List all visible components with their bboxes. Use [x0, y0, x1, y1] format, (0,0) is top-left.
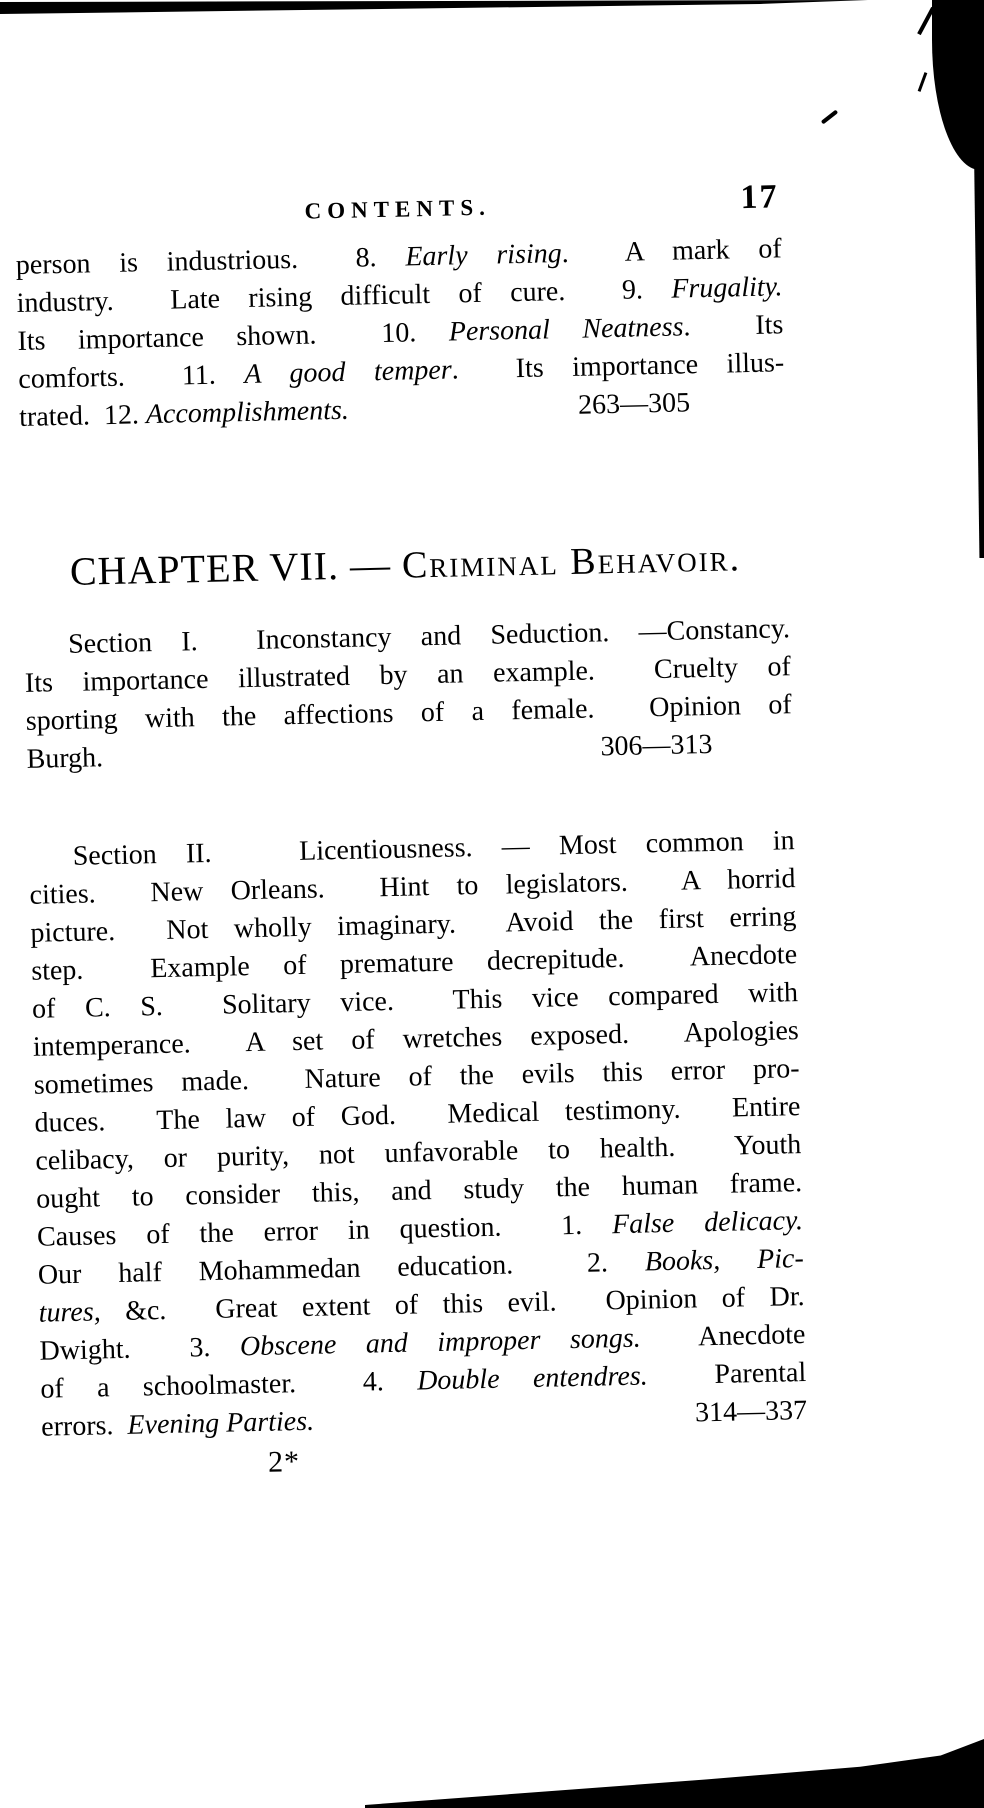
text-line: Our half Mohammedan education. 2. Books, Pic-	[37, 1243, 805, 1291]
text-line: sporting with the affections of a female. Opinion of	[25, 689, 792, 737]
page-range: 314—337	[694, 1394, 808, 1429]
chapter-dash: —	[349, 541, 392, 588]
page-header	[15, 178, 782, 239]
scan-streak	[918, 72, 928, 92]
text-line: tures, &c. Great extent of this evil. Opinion of Dr.	[38, 1281, 805, 1329]
text-line: of a schoolmaster. 4. Double entendres. Parental	[40, 1357, 807, 1405]
scan-edge-top	[0, 0, 868, 14]
text-line: Its importance illustrated by an example. Cruelty of	[24, 651, 792, 699]
text-line: Section II. Licentiousness. — Most common in	[72, 825, 795, 872]
text-line: sometimes made. Nature of the evils this error pro-	[33, 1053, 800, 1101]
text-line: person is industrious. 8. Early rising. A mark of	[15, 233, 783, 281]
toc-section-1	[24, 610, 793, 779]
text-line: intemperance. A set of wretches exposed. Apologies	[32, 1015, 800, 1063]
text-line: picture. Not wholly imaginary. Avoid the first erring	[30, 901, 797, 949]
signature-mark: 2*	[267, 1445, 301, 1479]
pen-mark	[821, 110, 838, 125]
chapter-title: Criminal Behavoir.	[401, 537, 742, 587]
page-text-block	[14, 163, 808, 1484]
chapter-number: CHAPTER VII.	[69, 543, 340, 594]
toc-section-2	[28, 822, 807, 1447]
text-line: industry. Late rising difficult of cure. 9. Frugality.	[16, 271, 783, 319]
text-line: Burgh.	[26, 742, 104, 775]
text-line: cities. New Orleans. Hint to legislators. A horrid	[29, 863, 796, 911]
page-number: 17	[740, 178, 779, 217]
text-line: step. Example of premature decrepitude. Anecdote	[30, 939, 798, 987]
text-line: of C. S. Solitary vice. This vice compared with	[31, 977, 799, 1025]
text-line: Causes of the error in question. 1. False delicacy.	[36, 1205, 804, 1253]
page-range: 306—313	[600, 728, 713, 763]
scan-edge-bottom	[365, 1733, 984, 1808]
contents-heading: CONTENTS.	[304, 194, 492, 224]
text-line: Dwight. 3. Obscene and improper songs. Anecdote	[39, 1319, 806, 1367]
text-line: errors. Evening Parties.	[40, 1405, 315, 1443]
text-line: Section I. Inconstancy and Seduction. —Constancy.	[67, 613, 791, 660]
text-line: Its importance shown. 10. Personal Neatness. Its	[17, 309, 784, 357]
chapter-heading	[22, 532, 789, 597]
text-line: ought to consider this, and study the human frame.	[35, 1167, 803, 1215]
page-range: 263—305	[577, 387, 691, 421]
scan-edge-right	[972, 0, 984, 558]
text-line: duces. The law of God. Medical testimony. Entire	[34, 1091, 801, 1139]
text-line: celibacy, or purity, not unfavorable to health. Youth	[35, 1129, 802, 1177]
text-line: trated. 12. Accomplishments.	[18, 394, 350, 433]
text-line: comforts. 11. A good temper. Its importance illus-	[18, 347, 785, 395]
toc-paragraph-previous-chapter-end	[15, 230, 785, 437]
